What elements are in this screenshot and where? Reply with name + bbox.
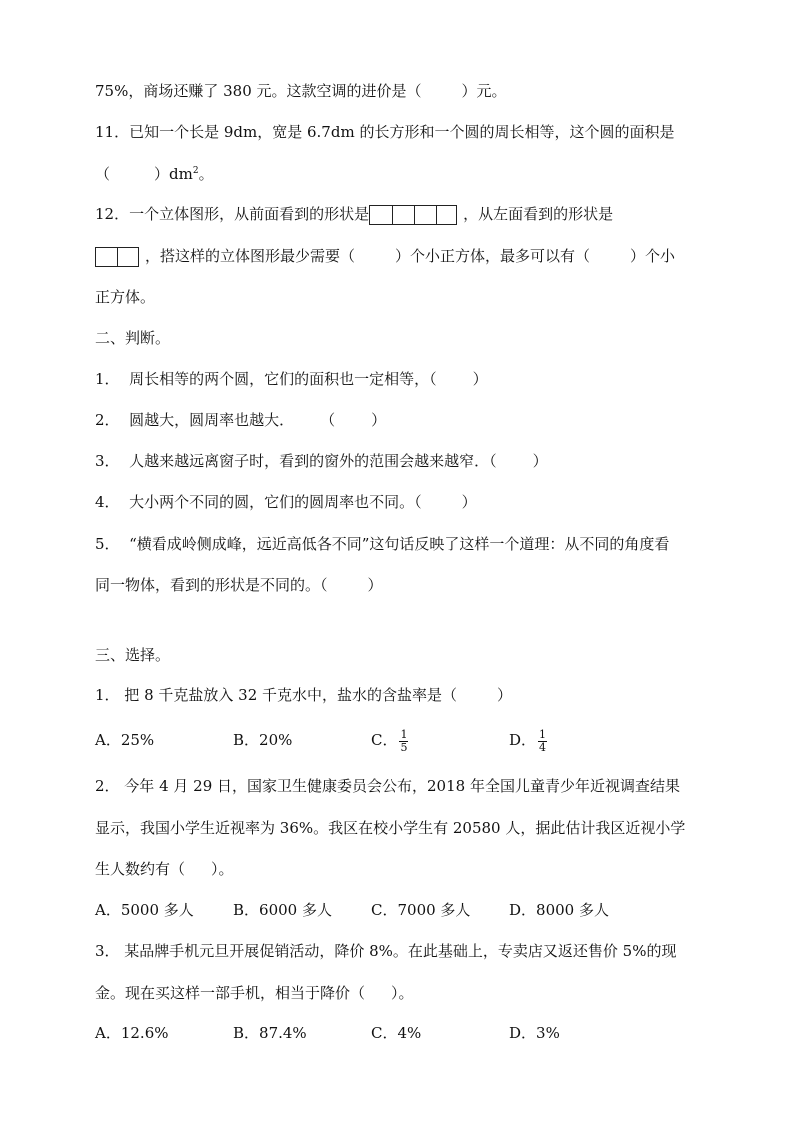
item-close: ）: [367, 576, 383, 594]
option-label: D．: [509, 731, 537, 749]
choice-q3-line2: [95, 983, 414, 1003]
option-label: C．: [371, 731, 398, 749]
option-b: B．6000 多人: [233, 901, 332, 919]
question-close: ）: [497, 686, 513, 704]
q12-text-e: ）个小: [630, 247, 676, 265]
q11-line2: [95, 164, 214, 184]
item-text: 大小两个不同的圆，它们的圆周率也不同。（: [129, 493, 422, 511]
option-a: A．25%: [95, 731, 155, 749]
numerator: 1: [400, 727, 408, 741]
question-text: 生人数约有（: [95, 860, 186, 878]
q12-text-c: ，搭这样的立体图形最少需要（: [145, 247, 356, 265]
item-close: ）: [472, 370, 488, 388]
item-text: 周长相等的两个圆，它们的面积也一定相等，（: [129, 370, 437, 388]
judge-item-1: [95, 369, 488, 389]
q11-line1: 11．已知一个长是 9dm，宽是 6.7dm 的长方形和一个圆的周长相等，这个圆的面积是: [95, 123, 675, 141]
item-text: 人越来越远离窗子时，看到的窗外的范围会越来越窄．（: [129, 452, 497, 470]
item-close: ）: [461, 493, 477, 511]
option-c: C．4%: [371, 1024, 422, 1042]
option-d: D．3%: [509, 1024, 560, 1042]
q12-text-a: 12．一个立体图形，从前面看到的形状是: [95, 205, 370, 223]
item-close: ）: [371, 411, 387, 429]
item-number: 3．: [95, 452, 120, 470]
numerator: 1: [539, 727, 547, 741]
choice-q2-line2: 显示，我国小学生近视率为 36%。我区在校小学生有 20580 人，据此估计我区近视小学: [95, 819, 686, 837]
question-text: 1． 把 8 千克盐放入 32 千克水中，盐水的含盐率是（: [95, 686, 458, 704]
fraction: [538, 729, 547, 754]
choice-q3-line1: 3． 某品牌手机元旦开展促销活动，降价 8%。在此基础上，专卖店又返还售价 5%的现: [95, 942, 677, 960]
option-a: A．5000 多人: [95, 901, 194, 919]
item-open: （: [320, 411, 336, 429]
item-close: ）: [532, 452, 548, 470]
choice-q2-line3: [95, 859, 234, 879]
section3-title: 三、选择。: [95, 646, 171, 664]
judge-item-2: [95, 410, 386, 430]
q10-tail-line: [95, 81, 507, 101]
option-d: [509, 724, 547, 756]
item-number: 1．: [95, 370, 120, 388]
q10-close: ）元。: [461, 82, 507, 100]
left-view-figure: [95, 247, 139, 267]
question-close: ）。: [211, 860, 234, 878]
choice-q1-stem: [95, 685, 512, 705]
option-c: C．7000 多人: [371, 901, 471, 919]
denominator: 5: [400, 740, 408, 754]
item-number: 2．: [95, 411, 120, 429]
question-text: 金。现在买这样一部手机，相当于降价（: [95, 984, 366, 1002]
judge-item-5: [95, 534, 669, 554]
q12-line1: [95, 204, 613, 225]
judge-item-4: [95, 492, 477, 512]
item-text: 同一物体，看到的形状是不同的。（: [95, 576, 328, 594]
judge-item-5-line2: [95, 575, 383, 595]
judge-item-3: [95, 451, 548, 471]
q11-exponent: 2: [192, 166, 199, 176]
q12-text-d: ）个小正方体，最多可以有（: [395, 247, 591, 265]
q10-text: 75%，商场还赚了 380 元。这款空调的进价是（: [95, 82, 422, 100]
option-a: A．12.6%: [95, 1024, 169, 1042]
q12-line3: 正方体。: [95, 288, 156, 306]
option-d: D．8000 多人: [509, 901, 609, 919]
denominator: 4: [539, 740, 547, 754]
front-view-figure: [369, 205, 457, 225]
q11-open: （: [95, 165, 111, 183]
q12-line2: [95, 246, 675, 267]
choice-q2-line1: 2． 今年 4 月 29 日，国家卫生健康委员会公布，2018 年全国儿童青少年近视调查结果: [95, 777, 680, 795]
item-text: “横看成岭侧成峰，远近高低各不同”这句话反映了这样一个道理：从不同的角度看: [129, 535, 670, 553]
option-b: B．87.4%: [233, 1024, 307, 1042]
item-number: 4．: [95, 493, 120, 511]
item-number: 5．: [95, 535, 120, 553]
q12-text-b: ，从左面看到的形状是: [463, 205, 614, 223]
option-c: [371, 724, 408, 756]
q11-end: 。: [198, 165, 214, 183]
q11-unit: ）dm: [154, 165, 193, 183]
fraction: [399, 729, 408, 754]
item-text: 圆越大，圆周率也越大．: [129, 411, 295, 429]
option-b: B．20%: [233, 731, 293, 749]
section2-title: 二、判断。: [95, 329, 171, 347]
question-close: ）。: [391, 984, 414, 1002]
